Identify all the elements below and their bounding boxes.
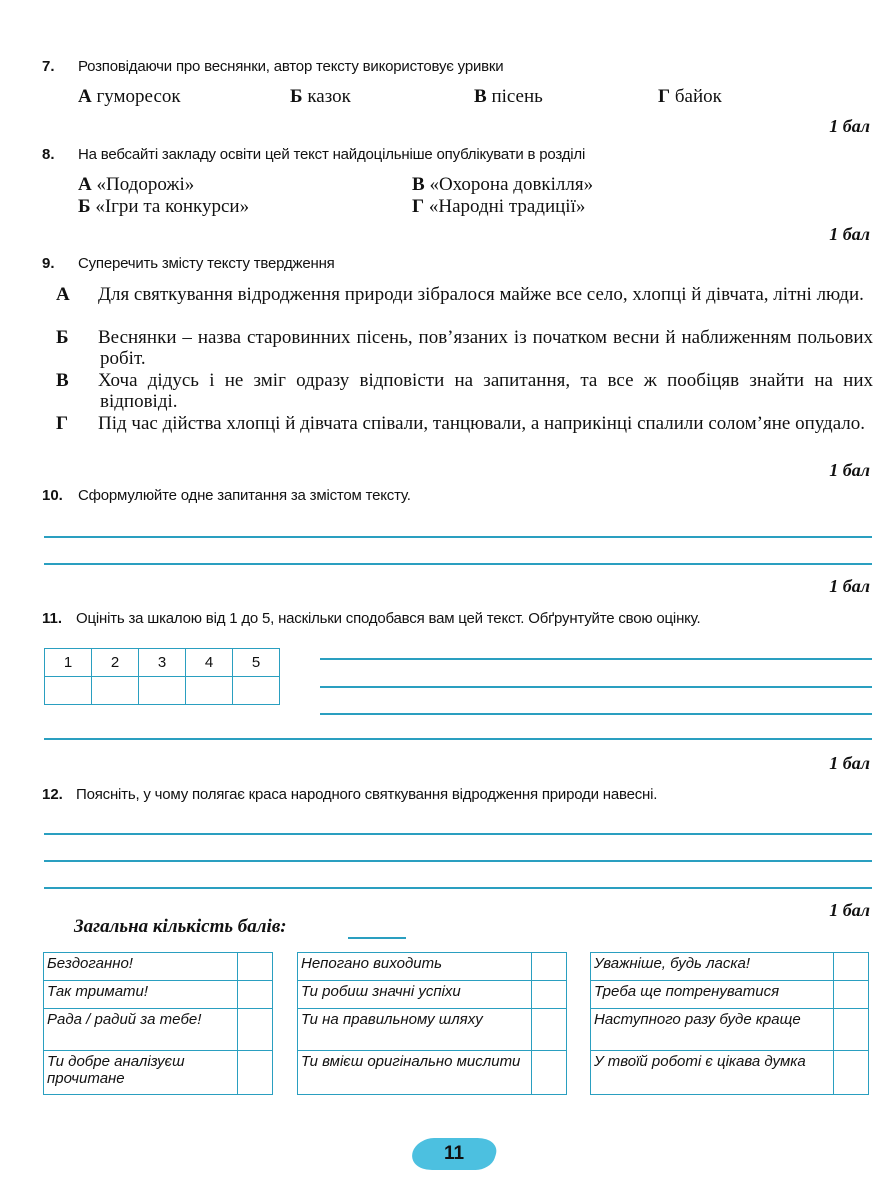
praise-checkbox[interactable] [834,1051,869,1095]
answer-line[interactable] [320,713,872,715]
scale-label: 3 [139,649,186,677]
answer-line[interactable] [44,563,872,565]
question-text: Сформулюйте одне запитання за змістом тексту. [78,487,411,504]
score-label: 1 бал [829,116,870,136]
praise-checkbox[interactable] [834,1009,869,1051]
answer-line[interactable] [44,887,872,889]
total-score-field[interactable] [348,937,406,939]
page-number: 11 [443,1143,465,1164]
score-label: 1 бал [829,753,870,773]
statement-g[interactable]: Г Під час дійства хлопці й дівчата співали, танцювали, а наприкінці спалили солом’яне опудало. [56,413,866,434]
question-text: Суперечить змісту тексту твердження [78,255,335,272]
praise-table-3 [590,952,869,1095]
praise-label: Ти робиш значні успіхи [298,981,532,1009]
praise-label: Непогано виходить [298,953,532,981]
praise-label: Бездоганно! [44,953,238,981]
question-number: 8. [42,146,55,163]
scale-mark-cell[interactable] [186,677,233,705]
scale-label: 5 [233,649,280,677]
scale-mark-cell[interactable] [45,677,92,705]
praise-checkbox[interactable] [532,1051,567,1095]
scale-label: 1 [45,649,92,677]
scale-mark-cell[interactable] [233,677,280,705]
praise-label: Ти вмієш оригінально мислити [298,1051,532,1095]
praise-checkbox[interactable] [834,953,869,981]
praise-checkbox[interactable] [532,981,567,1009]
praise-label: Наступного разу буде краще [591,1009,834,1051]
praise-label: Так тримати! [44,981,238,1009]
answer-line[interactable] [320,686,872,688]
scale-mark-cell[interactable] [92,677,139,705]
praise-checkbox[interactable] [238,953,273,981]
question-number: 10. [42,487,63,504]
total-score-label: Загальна кількість балів: [74,916,287,937]
option-a[interactable]: А гуморесок [78,86,181,107]
praise-label: Ти добре аналізуєш прочитане [44,1051,238,1095]
score-label: 1 бал [829,900,870,920]
scale-mark-cell[interactable] [139,677,186,705]
scale-label: 2 [92,649,139,677]
scale-label: 4 [186,649,233,677]
praise-checkbox[interactable] [238,1051,273,1095]
question-number: 11. [42,610,63,627]
option-g[interactable]: Г байок [658,86,722,107]
praise-label: Уважніше, будь ласка! [591,953,834,981]
answer-line[interactable] [44,860,872,862]
praise-table-2 [297,952,567,1095]
answer-line[interactable] [44,536,872,538]
praise-label: Рада / радий за тебе! [44,1009,238,1051]
question-text: На вебсайті закладу освіти цей текст найдоцільніше опублікувати в розділі [78,146,586,163]
option-v[interactable]: В «Охорона довкілля» [412,174,594,195]
score-label: 1 бал [829,576,870,596]
praise-checkbox[interactable] [238,1009,273,1051]
option-b[interactable]: Б «Ігри та конкурси» [78,196,250,217]
question-text: Оцініть за шкалою від 1 до 5, наскільки сподобався вам цей текст. Обґрунтуйте свою оцінку. [76,610,701,627]
score-label: 1 бал [829,224,870,244]
question-number: 12. [42,786,63,803]
question-number: 7. [42,58,55,75]
answer-line[interactable] [320,658,872,660]
score-label: 1 бал [829,460,870,480]
option-v[interactable]: В пісень [474,86,543,107]
question-number: 9. [42,255,55,272]
question-text: Розповідаючи про веснянки, автор тексту використовує уривки [78,58,504,75]
praise-label: У твоїй роботі є цікава думка [591,1051,834,1095]
praise-checkbox[interactable] [834,981,869,1009]
option-b[interactable]: Б казок [290,86,351,107]
statement-b[interactable]: Б Веснянки – назва старовинних пісень, пов’язаних із початком весни й наближенням польових робіт. [56,327,873,369]
praise-checkbox[interactable] [532,953,567,981]
praise-checkbox[interactable] [532,1009,567,1051]
praise-checkbox[interactable] [238,981,273,1009]
praise-table-1 [43,952,273,1095]
page-number-badge [407,1138,501,1170]
statement-v[interactable]: В Хоча дідусь і не зміг одразу відповісти на запитання, та все ж пообіцяв знайти на них відповіді. [56,370,873,412]
option-g[interactable]: Г «Народні традиції» [412,196,586,217]
statement-a[interactable]: А Для святкування відродження природи зібралося майже все село, хлопці й дівчата, літні люди. [56,284,864,305]
question-text: Поясніть, у чому полягає краса народного святкування відродження природи навесні. [76,786,658,803]
option-a[interactable]: А «Подорожі» [78,174,195,195]
answer-line[interactable] [44,833,872,835]
praise-label: Треба ще потренуватися [591,981,834,1009]
rating-scale-table [44,648,280,705]
answer-line[interactable] [44,738,872,740]
praise-label: Ти на правильному шляху [298,1009,532,1051]
